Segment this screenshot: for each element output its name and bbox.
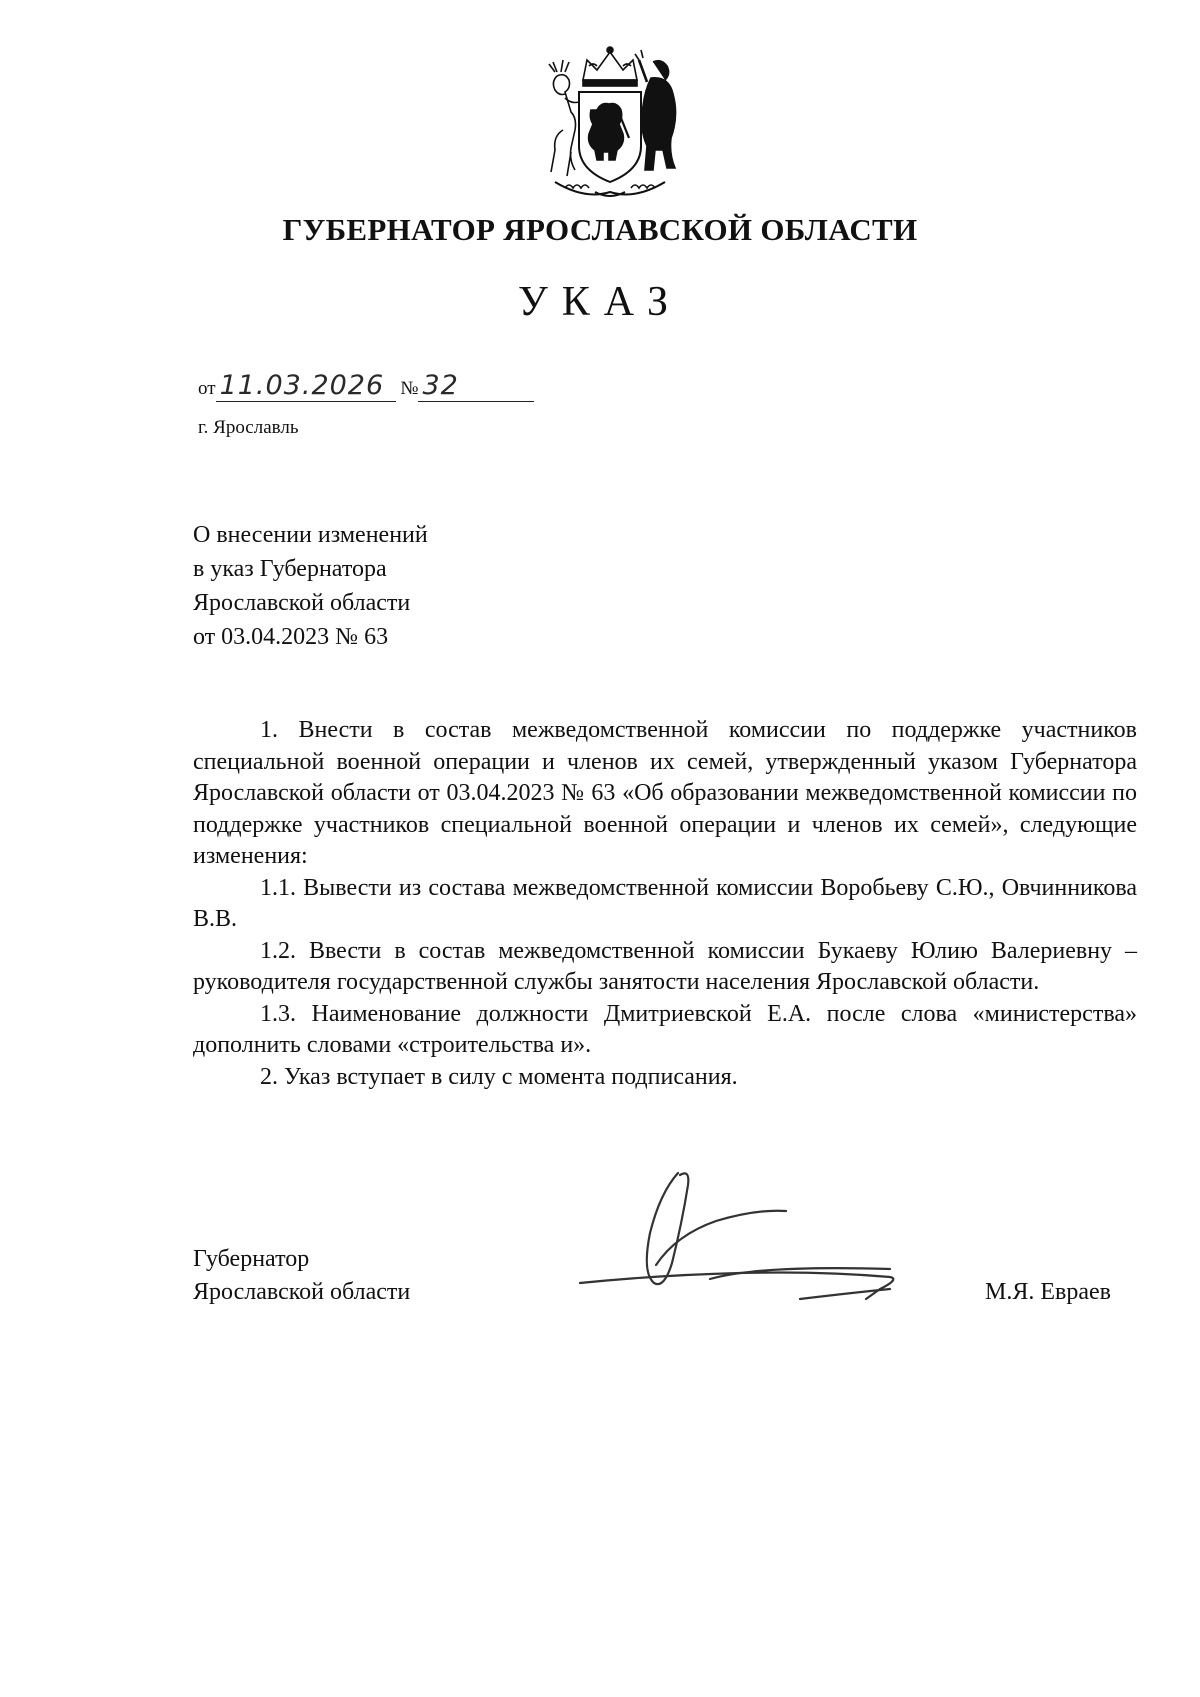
body-paragraph: 1.2. Ввести в состав межведомственной комиссии Букаеву Юлию Валериевну – руководителя государственной службы занятости населения Ярославской области. [193, 937, 1137, 995]
subject-line: от 03.04.2023 № 63 [193, 624, 389, 650]
handwritten-date: 11.03.2026 [216, 370, 396, 402]
date-number-line [198, 370, 534, 402]
document-subject [193, 518, 593, 654]
subject-line: в указ Губернатора [193, 556, 387, 582]
body-paragraph: 1.1. Вывести из состава межведомственной комиссии Воробьеву С.Ю., Овчинникова В.В. [193, 874, 1137, 932]
organization-title: ГУБЕРНАТОР ЯРОСЛАВСКОЙ ОБЛАСТИ [282, 212, 918, 247]
coat-of-arms-icon [535, 42, 685, 200]
body-paragraph: 1.3. Наименование должности Дмитриевской Е.А. после слова «министерства» дополнить словами «строительства и». [193, 1000, 1137, 1058]
subject-line: О внесении изменений [193, 522, 428, 548]
document-type: УКАЗ [517, 279, 683, 325]
handwritten-signature [560, 1155, 940, 1315]
handwritten-number: 32 [418, 370, 534, 402]
date-prefix: от [198, 378, 216, 399]
body-paragraph: 1. Внести в состав межведомственной комиссии по поддержке участников специальной военной операции и членов их семей, утвержденный указом Губернатора Ярославской области от 03.04.2023 № 63 «Об образовании межведомственной комиссии по поддержке участников специальной военной операции и членов их семей», следующие изменения: [193, 717, 1137, 869]
subject-line: Ярославской области [193, 590, 411, 616]
signatory-title-line: Ярославской области [193, 1279, 411, 1305]
signatory-name: М.Я. Евраев [985, 1279, 1111, 1305]
number-prefix: № [400, 378, 419, 399]
body-paragraph: 2. Указ вступает в силу с момента подписания. [260, 1063, 738, 1090]
city: г. Ярославль [198, 417, 299, 438]
signatory-title-line: Губернатор [193, 1246, 310, 1272]
document-body [193, 715, 1137, 1093]
